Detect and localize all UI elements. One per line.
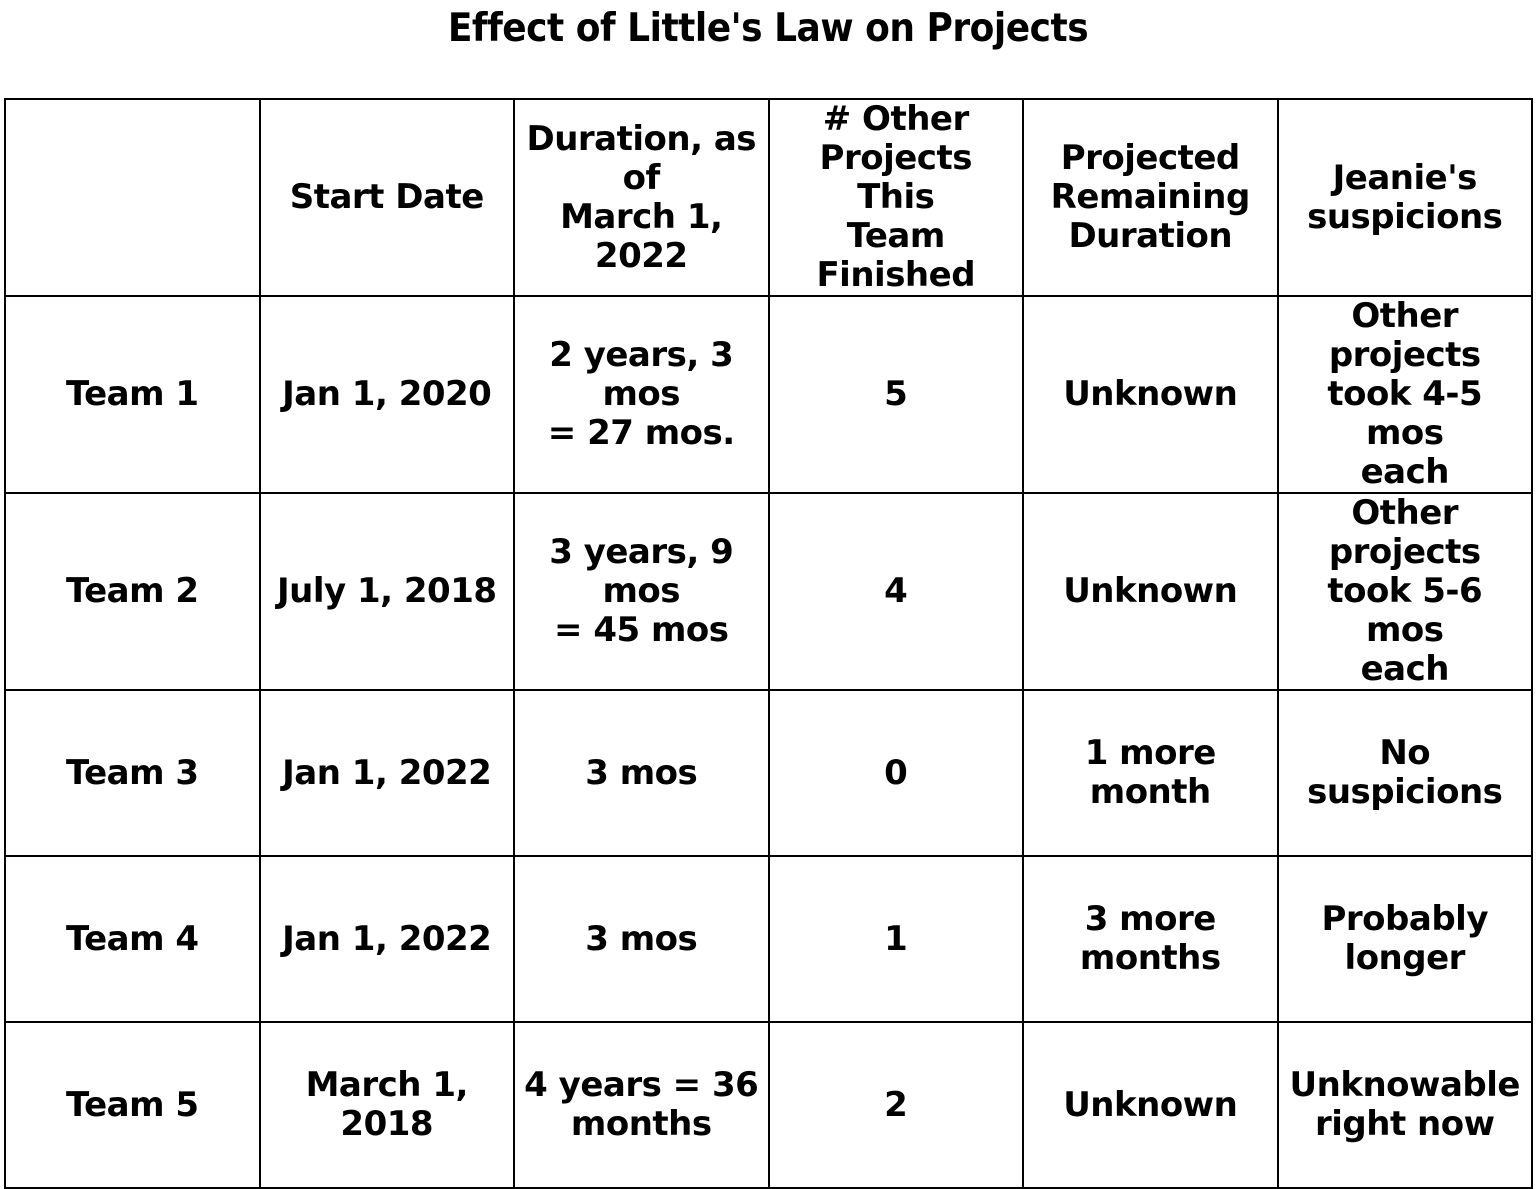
- table-row: [5, 690, 1532, 856]
- projected-remaining-cell: Unknown: [1023, 493, 1278, 690]
- table-row: [5, 493, 1532, 690]
- table-header-row: [5, 99, 1532, 296]
- start-date-cell: Jan 1, 2022: [260, 856, 515, 1022]
- team-cell: Team 3: [5, 690, 260, 856]
- start-date-cell: March 1, 2018: [260, 1022, 515, 1188]
- team-cell: Team 1: [5, 296, 260, 493]
- suspicions-cell: Other projects took 4-5 mos each: [1278, 296, 1533, 493]
- duration-cell: 3 mos: [514, 856, 769, 1022]
- start-date-cell: July 1, 2018: [260, 493, 515, 690]
- start-date-cell: Jan 1, 2020: [260, 296, 515, 493]
- other-projects-cell: 1: [769, 856, 1024, 1022]
- projected-remaining-cell: 1 more month: [1023, 690, 1278, 856]
- header-cell-projected-remaining: Projected Remaining Duration: [1023, 99, 1278, 296]
- page-title: Effect of Little's Law on Projects: [447, 6, 1089, 51]
- projected-remaining-cell: 3 more months: [1023, 856, 1278, 1022]
- start-date-cell: Jan 1, 2022: [260, 690, 515, 856]
- team-cell: Team 4: [5, 856, 260, 1022]
- table-row: [5, 856, 1532, 1022]
- team-cell: Team 5: [5, 1022, 260, 1188]
- header-cell-other-projects: # Other Projects This Team Finished: [769, 99, 1024, 296]
- header-cell-team: [5, 99, 260, 296]
- suspicions-cell: No suspicions: [1278, 690, 1533, 856]
- duration-cell: 3 mos: [514, 690, 769, 856]
- suspicions-cell: Other projects took 5-6 mos each: [1278, 493, 1533, 690]
- table-row: [5, 1022, 1532, 1188]
- other-projects-cell: 5: [769, 296, 1024, 493]
- other-projects-cell: 2: [769, 1022, 1024, 1188]
- duration-cell: 4 years = 36 months: [514, 1022, 769, 1188]
- suspicions-cell: Unknowable right now: [1278, 1022, 1533, 1188]
- duration-cell: 3 years, 9 mos = 45 mos: [514, 493, 769, 690]
- data-table: [4, 98, 1533, 1189]
- table-row: [5, 296, 1532, 493]
- header-cell-suspicions: Jeanie's suspicions: [1278, 99, 1533, 296]
- header-cell-duration: Duration, as of March 1, 2022: [514, 99, 769, 296]
- suspicions-cell: Probably longer: [1278, 856, 1533, 1022]
- projected-remaining-cell: Unknown: [1023, 1022, 1278, 1188]
- duration-cell: 2 years, 3 mos = 27 mos.: [514, 296, 769, 493]
- team-cell: Team 2: [5, 493, 260, 690]
- other-projects-cell: 0: [769, 690, 1024, 856]
- projected-remaining-cell: Unknown: [1023, 296, 1278, 493]
- header-cell-start-date: Start Date: [260, 99, 515, 296]
- other-projects-cell: 4: [769, 493, 1024, 690]
